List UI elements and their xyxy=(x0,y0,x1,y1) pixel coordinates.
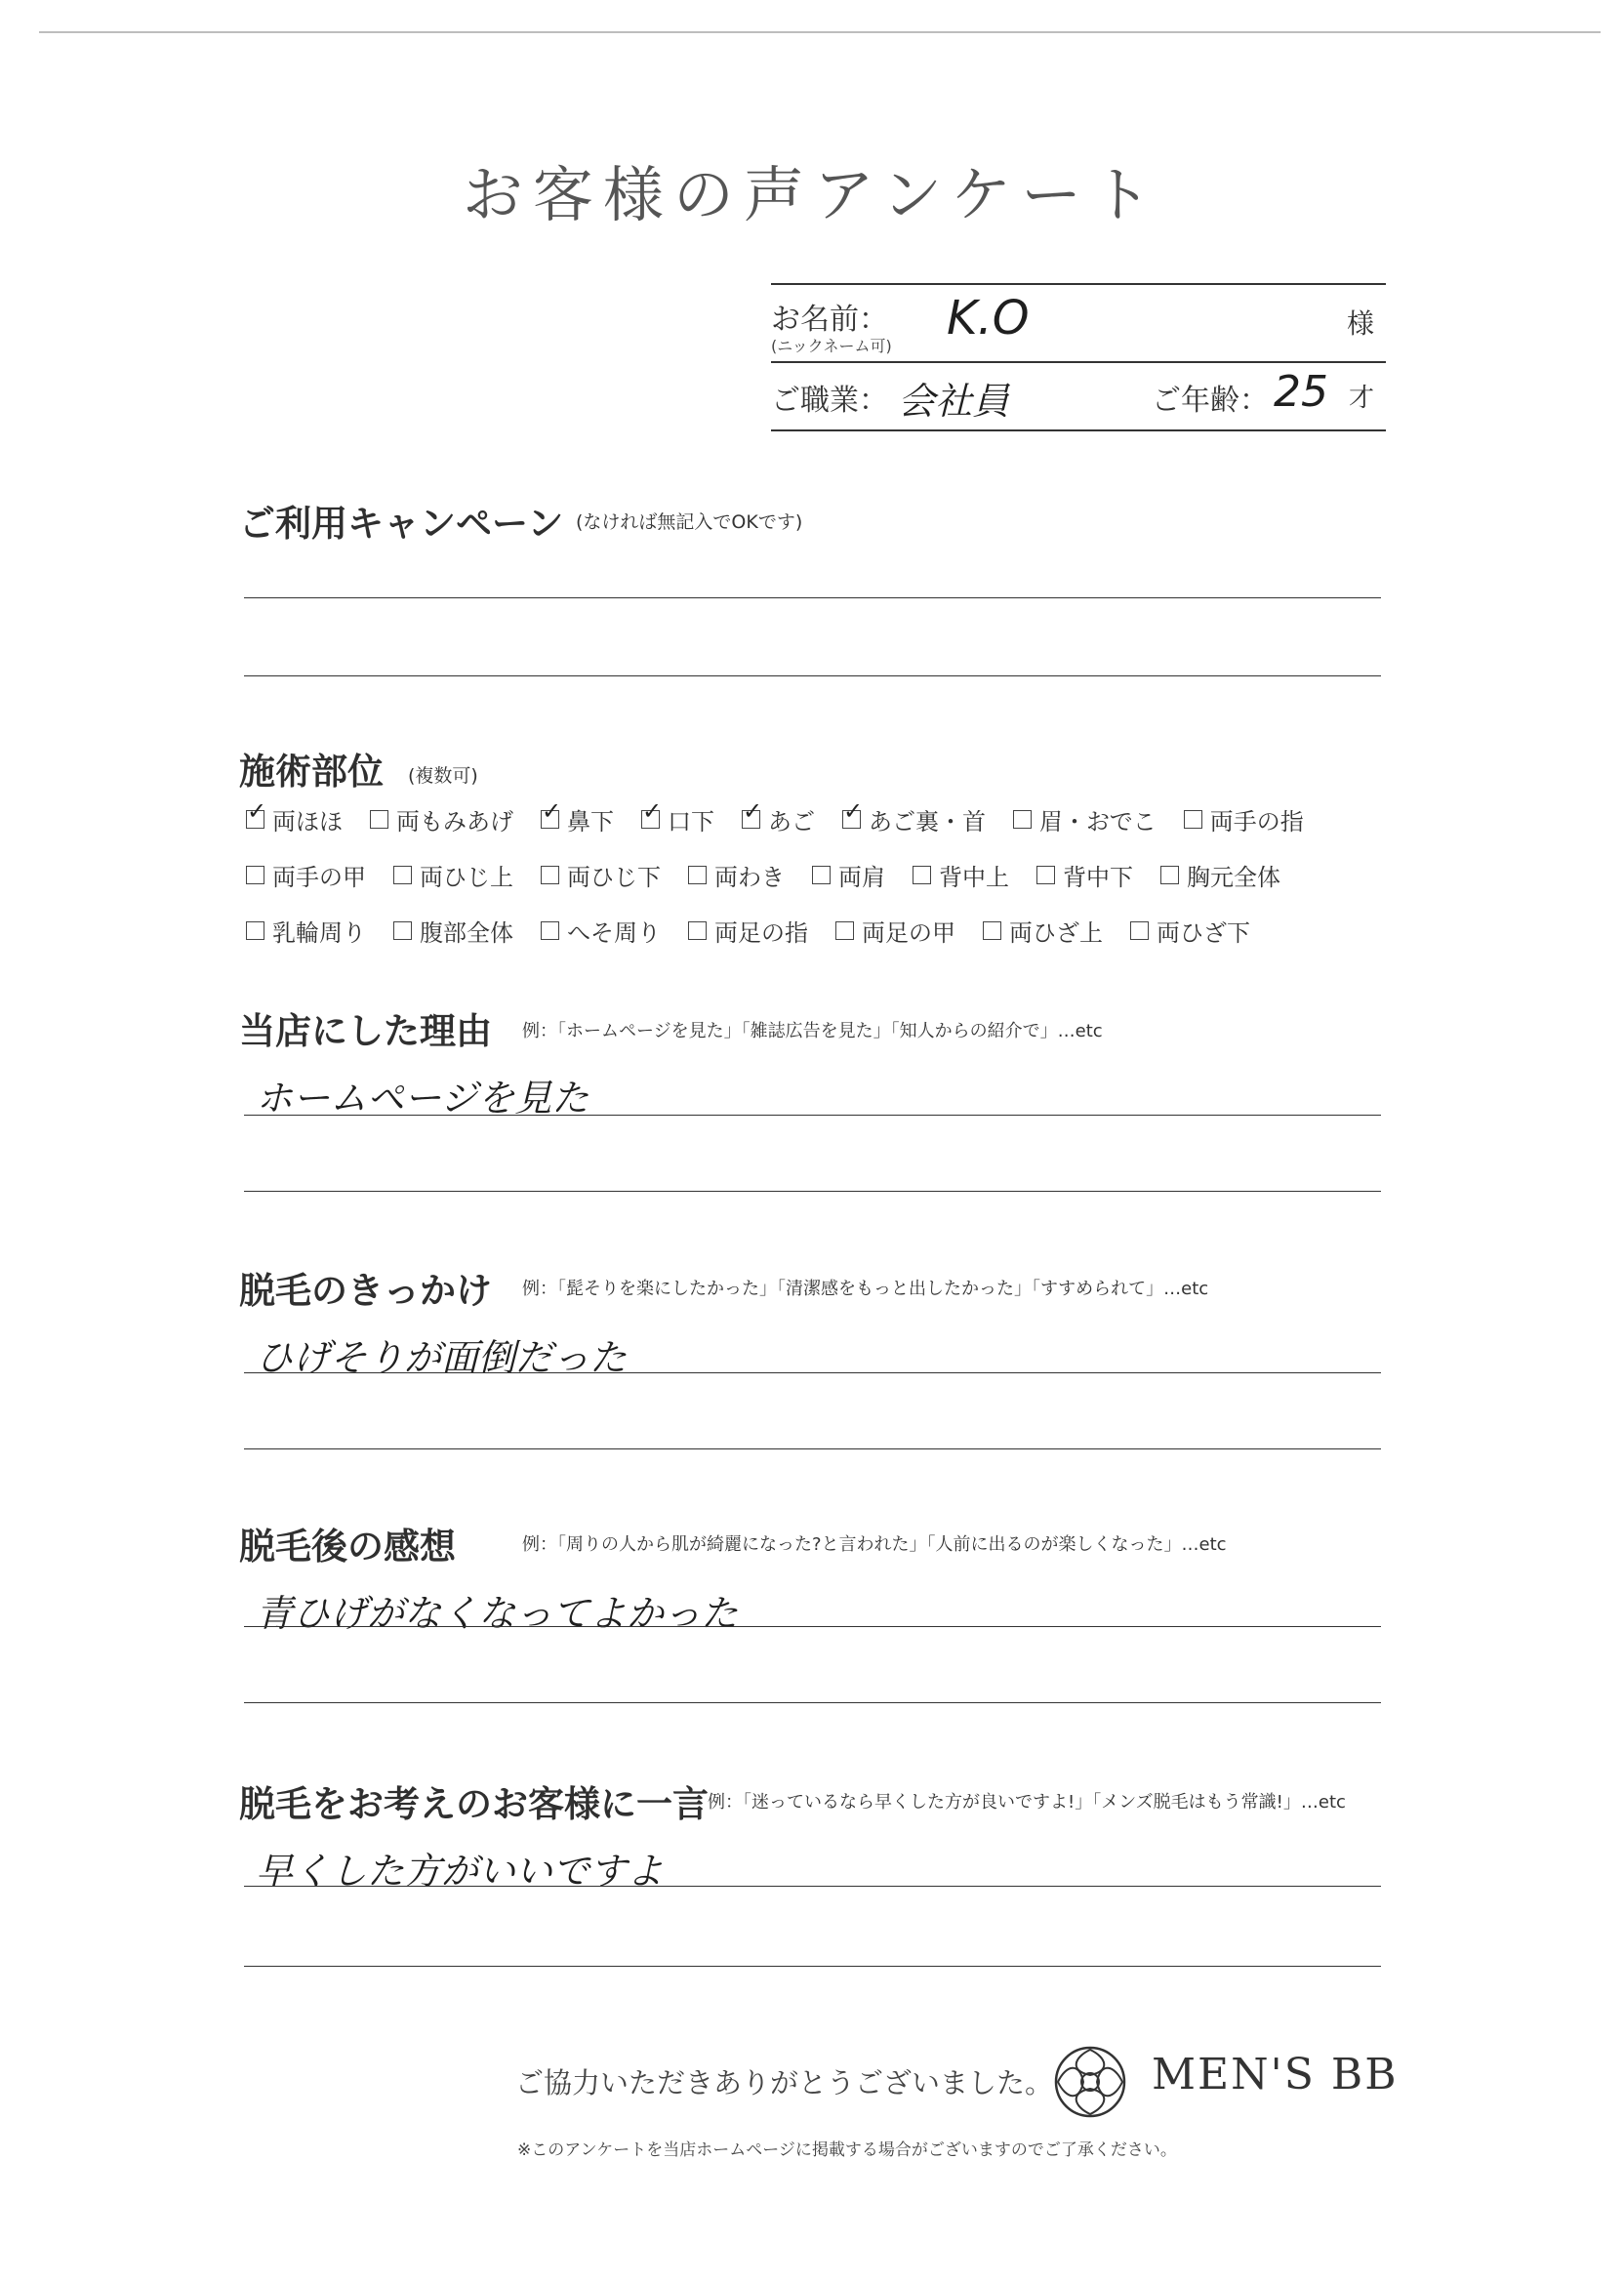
checkbox-icon[interactable] xyxy=(1184,810,1202,829)
trigger-answer: ひげそりが面倒だった xyxy=(256,1336,628,1379)
info-rule-top xyxy=(771,283,1386,285)
checkbox-label: あご xyxy=(768,808,815,835)
occupation-label: ご職業： xyxy=(771,384,888,418)
checkbox-item[interactable] xyxy=(1160,858,1280,892)
trigger-line-2 xyxy=(244,1448,1381,1449)
checkbox-icon[interactable] xyxy=(812,866,831,884)
treatment-note: (複数可) xyxy=(408,765,478,787)
brand-logo-text: MEN'S BB xyxy=(1152,2050,1399,2099)
campaign-line-1 xyxy=(244,597,1381,598)
checkbox-icon[interactable] xyxy=(541,866,559,884)
nickname-note: (ニックネーム可) xyxy=(771,337,892,355)
checkbox-label: 両わき xyxy=(714,864,785,891)
checkbox-item[interactable] xyxy=(983,914,1103,948)
checkbox-label: 腹部全体 xyxy=(420,919,513,947)
checkbox-checked-icon[interactable] xyxy=(641,810,660,829)
checkbox-row-1 xyxy=(246,802,1388,836)
checkbox-label: 口下 xyxy=(668,808,714,835)
checkbox-item[interactable] xyxy=(370,802,513,836)
checkbox-item[interactable] xyxy=(742,802,815,836)
checkbox-label: 両もみあげ xyxy=(396,808,513,835)
checkbox-icon[interactable] xyxy=(835,921,854,940)
checkbox-item[interactable] xyxy=(393,914,513,948)
checkbox-label: 胸元全体 xyxy=(1187,864,1280,891)
reason-line-1 xyxy=(244,1115,1381,1116)
checkbox-label: 鼻下 xyxy=(567,808,614,835)
checkbox-item[interactable] xyxy=(541,802,614,836)
checkbox-item[interactable] xyxy=(246,802,343,836)
checkbox-icon[interactable] xyxy=(393,921,412,940)
checkbox-icon[interactable] xyxy=(688,921,707,940)
treatment-title: 施術部位 xyxy=(239,750,384,793)
checkbox-item[interactable] xyxy=(842,802,986,836)
message-answer: 早くした方がいいですよ xyxy=(256,1850,665,1893)
camellia-logo-icon xyxy=(1050,2042,1130,2122)
checkbox-icon[interactable] xyxy=(688,866,707,884)
name-value: K.O xyxy=(947,291,1030,346)
checkbox-icon[interactable] xyxy=(541,921,559,940)
checkbox-label: 背中下 xyxy=(1063,864,1133,891)
checkbox-label: 両ほほ xyxy=(272,808,343,835)
checkbox-item[interactable] xyxy=(835,914,955,948)
trigger-line-1 xyxy=(244,1372,1381,1373)
message-line-2 xyxy=(244,1966,1381,1967)
checkbox-label: 両足の甲 xyxy=(862,919,955,947)
page-title: お客様の声アンケート xyxy=(462,159,1162,230)
checkbox-item[interactable] xyxy=(541,858,661,892)
treatment-checklist xyxy=(246,802,1388,948)
checkbox-label: 乳輪周り xyxy=(272,919,366,947)
checkbox-icon[interactable] xyxy=(983,921,1001,940)
campaign-line-2 xyxy=(244,675,1381,676)
checkbox-item[interactable] xyxy=(812,858,885,892)
age-label: ご年齢： xyxy=(1152,384,1269,418)
checkbox-label: 眉・おでこ xyxy=(1039,808,1157,835)
impression-answer: 青ひげがなくなってよかった xyxy=(256,1592,739,1635)
checkbox-icon[interactable] xyxy=(1036,866,1055,884)
checkbox-label: 両肩 xyxy=(838,864,885,891)
occupation-value: 会社員 xyxy=(898,380,1010,423)
checkbox-checked-icon[interactable] xyxy=(541,810,559,829)
checkbox-item[interactable] xyxy=(688,914,808,948)
checkbox-item[interactable] xyxy=(393,858,513,892)
info-rule-bottom xyxy=(771,429,1386,431)
age-unit: 才 xyxy=(1349,384,1375,413)
checkbox-item[interactable] xyxy=(1013,802,1157,836)
checkbox-item[interactable] xyxy=(1130,914,1250,948)
message-example: 例：「迷っているなら早くした方が良いですよ!」「メンズ脱毛はもう常識!」…etc xyxy=(708,1792,1346,1813)
name-label: お名前： xyxy=(771,303,888,337)
checkbox-icon[interactable] xyxy=(246,866,264,884)
checkbox-label: 両手の指 xyxy=(1209,808,1304,835)
impression-line-2 xyxy=(244,1702,1381,1703)
honorific: 様 xyxy=(1347,307,1375,340)
thanks-text: ご協力いただきありがとうございました。 xyxy=(515,2066,1054,2099)
checkbox-label: へそ周り xyxy=(567,919,661,947)
checkbox-item[interactable] xyxy=(913,858,1009,892)
reason-line-2 xyxy=(244,1191,1381,1192)
checkbox-row-3 xyxy=(246,914,1388,948)
checkbox-item[interactable] xyxy=(246,858,366,892)
reason-example: 例：「ホームページを見た」「雑誌広告を見た」「知人からの紹介で」…etc xyxy=(522,1021,1103,1041)
checkbox-item[interactable] xyxy=(1184,802,1304,836)
checkbox-checked-icon[interactable] xyxy=(246,810,264,829)
checkbox-icon[interactable] xyxy=(1160,866,1179,884)
trigger-title: 脱毛のきっかけ xyxy=(239,1269,492,1312)
checkbox-label: 両足の指 xyxy=(714,919,808,947)
checkbox-icon[interactable] xyxy=(393,866,412,884)
checkbox-checked-icon[interactable] xyxy=(742,810,760,829)
campaign-title: ご利用キャンペーン xyxy=(239,502,564,545)
age-value: 25 xyxy=(1274,367,1328,417)
top-border xyxy=(39,31,1601,33)
campaign-note: (なければ無記入でOKです) xyxy=(576,511,803,533)
checkbox-label: あご裏・首 xyxy=(869,808,986,835)
checkbox-icon[interactable] xyxy=(1013,810,1032,829)
checkbox-item[interactable] xyxy=(541,914,661,948)
checkbox-label: 両手の甲 xyxy=(272,864,366,891)
checkbox-item[interactable] xyxy=(1036,858,1133,892)
checkbox-item[interactable] xyxy=(688,858,785,892)
checkbox-label: 両ひざ下 xyxy=(1157,919,1250,947)
checkbox-icon[interactable] xyxy=(913,866,931,884)
reason-title: 当店にした理由 xyxy=(239,1009,492,1052)
info-rule-middle xyxy=(771,361,1386,363)
checkbox-label: 両ひじ下 xyxy=(567,864,661,891)
checkbox-item[interactable] xyxy=(246,914,366,948)
impression-example: 例：「周りの人から肌が綺麗になった?と言われた」「人前に出るのが楽しくなった」…etc xyxy=(522,1534,1227,1555)
checkbox-item[interactable] xyxy=(641,802,714,836)
checkbox-label: 両ひじ上 xyxy=(420,864,513,891)
impression-line-1 xyxy=(244,1626,1381,1627)
footnote: ※このアンケートを当店ホームページに掲載する場合がございますのでご了承ください。 xyxy=(517,2140,1177,2160)
checkbox-icon[interactable] xyxy=(370,810,388,829)
checkbox-label: 両ひざ上 xyxy=(1009,919,1103,947)
checkbox-icon[interactable] xyxy=(1130,921,1149,940)
checkbox-checked-icon[interactable] xyxy=(842,810,861,829)
message-line-1 xyxy=(244,1886,1381,1887)
customer-info xyxy=(771,283,1386,439)
checkbox-icon[interactable] xyxy=(246,921,264,940)
impression-title: 脱毛後の感想 xyxy=(239,1525,456,1568)
reason-answer: ホームページを見た xyxy=(256,1077,589,1120)
checkbox-row-2 xyxy=(246,858,1388,892)
trigger-example: 例：「髭そりを楽にしたかった」「清潔感をもっと出したかった」「すすめられて」…etc xyxy=(522,1279,1209,1299)
checkbox-label: 背中上 xyxy=(939,864,1009,891)
message-title: 脱毛をお考えのお客様に一言 xyxy=(239,1782,709,1825)
